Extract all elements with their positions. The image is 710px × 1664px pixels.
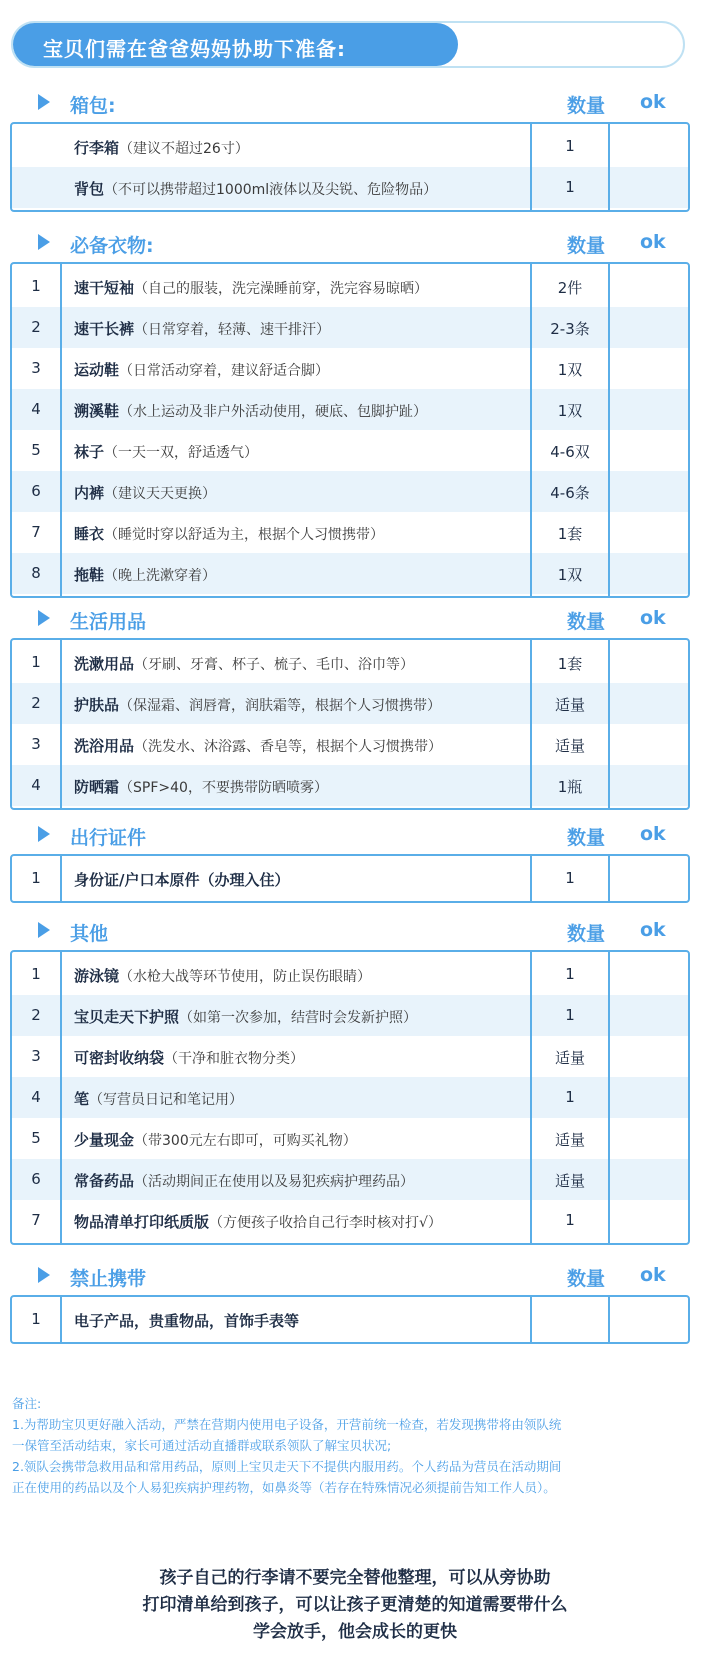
item-note: （建议不超过26寸） (119, 141, 249, 157)
item-quantity: 4-6条 (550, 484, 590, 502)
column-divider (60, 1297, 62, 1342)
item-text (74, 1310, 299, 1331)
section (0, 598, 710, 796)
ok-checkbox[interactable] (610, 471, 688, 512)
item-note: （干净和脏衣物分类） (164, 1051, 305, 1067)
item-note: （水上运动及非户外活动使用，硬底、包脚护趾） (119, 404, 428, 420)
item-number: 5 (31, 441, 41, 459)
item-name: 溯溪鞋 (74, 402, 120, 420)
item-name: 速干长裤 (74, 320, 135, 338)
qty-column-header: 数量 (567, 611, 606, 633)
table-row (12, 1200, 688, 1241)
item-text (74, 137, 249, 158)
item-name: 身份证/户口本原件（办理入住） (74, 871, 290, 889)
column-divider (608, 640, 610, 808)
item-quantity: 适量 (554, 1049, 585, 1067)
ok-checkbox[interactable] (610, 1200, 688, 1241)
footer-line: 孩子自己的行李请不要完全替他整理，可以从旁协助 (159, 1568, 551, 1588)
item-number: 2 (31, 1006, 41, 1024)
table-row (12, 389, 688, 430)
ok-checkbox[interactable] (610, 389, 688, 430)
item-note: （带300元左右即可，可购买礼物） (134, 1133, 357, 1149)
section-title: 出行证件 (70, 827, 147, 849)
item-text (74, 400, 427, 421)
item-number: 3 (31, 359, 41, 377)
ok-checkbox[interactable] (610, 1118, 688, 1159)
triangle-right-icon (38, 826, 50, 842)
item-quantity: 1 (565, 869, 575, 887)
item-number: 6 (31, 1170, 41, 1188)
column-divider (608, 952, 610, 1243)
item-text (74, 523, 384, 544)
item-text (74, 1211, 442, 1232)
item-number: 2 (31, 694, 41, 712)
ok-column-header: ok (640, 1264, 666, 1286)
table-row (12, 126, 688, 167)
item-text (74, 564, 216, 585)
section (0, 82, 710, 198)
item-quantity: 1瓶 (557, 778, 583, 796)
item-number: 4 (31, 776, 41, 794)
item-note: （写营员日记和笔记用） (89, 1092, 244, 1108)
item-number: 3 (31, 1047, 41, 1065)
table-row (12, 1118, 688, 1159)
table-row (12, 553, 688, 594)
checklist-table (10, 950, 690, 1245)
item-note: （如第一次参加，结营时会发新护照） (179, 1010, 418, 1026)
item-quantity: 1 (565, 137, 575, 155)
item-quantity: 1套 (557, 525, 583, 543)
section-header (0, 222, 710, 262)
item-number: 6 (31, 482, 41, 500)
item-text (74, 318, 330, 339)
item-number: 4 (31, 400, 41, 418)
item-quantity: 2件 (557, 279, 583, 297)
table-row (12, 765, 688, 806)
item-text (74, 1129, 357, 1150)
item-quantity: 1 (565, 1211, 575, 1229)
item-text (74, 441, 258, 462)
item-number: 8 (31, 564, 41, 582)
item-text (74, 277, 428, 298)
item-number: 1 (31, 653, 41, 671)
item-name: 笔 (74, 1090, 90, 1108)
column-divider (530, 124, 532, 210)
ok-checkbox[interactable] (610, 1159, 688, 1200)
qty-column-header: 数量 (567, 1268, 606, 1290)
item-quantity: 1双 (557, 566, 583, 584)
ok-checkbox[interactable] (610, 307, 688, 348)
ok-checkbox[interactable] (610, 858, 688, 899)
section-header (0, 910, 710, 950)
ok-column-header: ok (640, 607, 666, 629)
checklist-table (10, 262, 690, 598)
ok-checkbox[interactable] (610, 512, 688, 553)
table-row (12, 724, 688, 765)
item-text (74, 965, 371, 986)
section-title: 其他 (70, 923, 109, 945)
column-divider (608, 264, 610, 596)
page-header (11, 21, 685, 68)
ok-checkbox[interactable] (610, 167, 688, 208)
item-note: （洗发水、沐浴露、香皂等，根据个人习惯携带） (134, 739, 443, 755)
checklist-table (10, 638, 690, 810)
item-quantity: 适量 (554, 1131, 585, 1149)
item-quantity: 1 (565, 1006, 575, 1024)
notes (12, 1393, 702, 1498)
column-divider (608, 124, 610, 210)
note-line: 1.为帮助宝贝更好融入活动，严禁在营期内使用电子设备，开营前统一检查，若发现携带将由领队统 (12, 1417, 562, 1432)
checklist-table (10, 1295, 690, 1344)
item-name: 护肤品 (74, 696, 120, 714)
section-header (0, 82, 710, 122)
table-row (12, 167, 688, 208)
footer-line: 学会放手，他会成长的更快 (253, 1622, 457, 1642)
item-name: 行李箱 (74, 139, 120, 157)
section-header (0, 598, 710, 638)
item-name: 背包 (74, 180, 105, 198)
table-row (12, 471, 688, 512)
triangle-right-icon (38, 234, 50, 250)
item-name: 拖鞋 (74, 566, 105, 584)
ok-checkbox[interactable] (610, 553, 688, 594)
item-note: （日常活动穿着，建议舒适合脚） (119, 363, 330, 379)
footer-advice (0, 1565, 710, 1646)
ok-checkbox[interactable] (610, 266, 688, 307)
ok-column-header: ok (640, 919, 666, 941)
column-divider (608, 1297, 610, 1342)
ok-checkbox[interactable] (610, 995, 688, 1036)
item-name: 洗浴用品 (74, 737, 135, 755)
item-note: （活动期间正在使用以及易犯疾病护理药品） (134, 1174, 415, 1190)
ok-column-header: ok (640, 231, 666, 253)
table-row (12, 995, 688, 1036)
column-divider (60, 640, 62, 808)
checklist-table (10, 854, 690, 903)
section-header (0, 814, 710, 854)
item-quantity: 1 (565, 178, 575, 196)
item-note: （睡觉时穿以舒适为主，根据个人习惯携带） (104, 527, 385, 543)
item-note: （不可以携带超过1000ml液体以及尖锐、危险物品） (104, 182, 438, 198)
qty-column-header: 数量 (567, 827, 606, 849)
item-name: 少量现金 (74, 1131, 135, 1149)
table-row (12, 642, 688, 683)
column-divider (530, 856, 532, 901)
footer-line: 打印清单给到孩子，可以让孩子更清楚的知道需要带什么 (142, 1595, 568, 1615)
item-note: （日常穿着，轻薄、速干排汗） (134, 322, 331, 338)
ok-column-header: ok (640, 823, 666, 845)
item-number: 1 (31, 965, 41, 983)
table-row (12, 1159, 688, 1200)
item-number: 1 (31, 277, 41, 295)
note-line: 2.领队会携带急救用品和常用药品，原则上宝贝走天下不提供内服用药。个人药品为营员在活动期间 (12, 1459, 562, 1474)
item-quantity: 1套 (557, 655, 583, 673)
column-divider (530, 952, 532, 1243)
table-row (12, 683, 688, 724)
item-name: 袜子 (74, 443, 105, 461)
item-note: （牙刷、牙膏、杯子、梳子、毛巾、浴巾等） (134, 657, 415, 673)
item-quantity: 1双 (557, 402, 583, 420)
qty-column-header: 数量 (567, 235, 606, 257)
column-divider (608, 856, 610, 901)
item-text (74, 1006, 417, 1027)
triangle-right-icon (38, 610, 50, 626)
item-text (74, 694, 441, 715)
item-name: 睡衣 (74, 525, 105, 543)
table-row (12, 348, 688, 389)
note-line: 一保管至活动结束，家长可通过活动直播群或联系领队了解宝贝状况; (12, 1438, 392, 1453)
ok-checkbox[interactable] (610, 765, 688, 806)
item-name: 速干短袖 (74, 279, 135, 297)
item-name: 洗漱用品 (74, 655, 135, 673)
table-row (12, 1299, 688, 1340)
item-quantity: 2-3条 (550, 320, 590, 338)
ok-checkbox[interactable] (610, 724, 688, 765)
column-divider (60, 856, 62, 901)
section (0, 1255, 710, 1330)
item-name: 电子产品，贵重物品，首饰手表等 (74, 1312, 300, 1330)
item-text (74, 653, 414, 674)
item-number: 7 (31, 523, 41, 541)
ok-checkbox[interactable] (610, 1036, 688, 1077)
table-row (12, 954, 688, 995)
column-divider (530, 640, 532, 808)
item-note: （保湿霜、润唇膏，润肤霜等，根据个人习惯携带） (119, 698, 442, 714)
item-note: （一天一双，舒适透气） (104, 445, 259, 461)
section-title: 箱包: (70, 95, 116, 117)
table-row (12, 1077, 688, 1118)
item-quantity: 1 (565, 1088, 575, 1106)
section-title: 必备衣物: (70, 235, 154, 257)
section-title: 禁止携带 (70, 1268, 147, 1290)
column-divider (60, 952, 62, 1243)
column-divider (60, 264, 62, 596)
ok-checkbox[interactable] (610, 348, 688, 389)
item-quantity: 适量 (554, 1172, 585, 1190)
item-name: 运动鞋 (74, 361, 120, 379)
section-header (0, 1255, 710, 1295)
item-text (74, 1088, 243, 1109)
table-row (12, 512, 688, 553)
triangle-right-icon (38, 922, 50, 938)
item-note: （水枪大战等环节使用，防止误伤眼睛） (119, 969, 372, 985)
item-note: （SPF>40，不要携带防晒喷雾） (119, 780, 328, 796)
note-line: 正在使用的药品以及个人易犯疾病护理药物，如鼻炎等（若存在特殊情况必须提前告知工作人员）。 (12, 1480, 556, 1495)
item-text (74, 482, 216, 503)
item-name: 游泳镜 (74, 967, 120, 985)
item-name: 常备药品 (74, 1172, 135, 1190)
item-name: 可密封收纳袋 (74, 1049, 165, 1067)
item-quantity: 4-6双 (550, 443, 590, 461)
item-quantity: 适量 (554, 696, 585, 714)
table-row (12, 430, 688, 471)
item-quantity: 1双 (557, 361, 583, 379)
qty-column-header: 数量 (567, 923, 606, 945)
ok-column-header: ok (640, 91, 666, 113)
item-text (74, 735, 442, 756)
section-title: 生活用品 (70, 611, 147, 633)
triangle-right-icon (38, 1267, 50, 1283)
table-row (12, 266, 688, 307)
item-number: 3 (31, 735, 41, 753)
item-note: （自己的服装，洗完澡睡前穿，洗完容易晾晒） (134, 281, 429, 297)
ok-checkbox[interactable] (610, 683, 688, 724)
ok-checkbox[interactable] (610, 430, 688, 471)
page-title: 宝贝们需在爸爸妈妈协助下准备: (43, 37, 346, 61)
item-text (74, 776, 328, 797)
item-text (74, 1047, 304, 1068)
notes-label: 备注: (12, 1396, 42, 1411)
item-text (74, 359, 329, 380)
column-divider (530, 1297, 532, 1342)
table-row (12, 307, 688, 348)
ok-checkbox[interactable] (610, 1299, 688, 1340)
item-name: 宝贝走天下护照 (74, 1008, 180, 1026)
item-note: （晚上洗漱穿着） (104, 568, 217, 584)
item-text (74, 869, 289, 890)
qty-column-header: 数量 (567, 95, 606, 117)
section (0, 814, 710, 889)
triangle-right-icon (38, 94, 50, 110)
section (0, 222, 710, 584)
item-name: 内裤 (74, 484, 105, 502)
item-text (74, 178, 437, 199)
item-number: 2 (31, 318, 41, 336)
table-row (12, 858, 688, 899)
ok-checkbox[interactable] (610, 954, 688, 995)
checklist-table (10, 122, 690, 212)
ok-checkbox[interactable] (610, 642, 688, 683)
item-number: 7 (31, 1211, 41, 1229)
ok-checkbox[interactable] (610, 1077, 688, 1118)
item-note: （建议天天更换） (104, 486, 217, 502)
item-number: 1 (31, 869, 41, 887)
item-note: （方便孩子收拾自己行李时核对打√） (209, 1215, 442, 1231)
item-number: 4 (31, 1088, 41, 1106)
ok-checkbox[interactable] (610, 126, 688, 167)
item-quantity: 适量 (554, 737, 585, 755)
item-quantity: 1 (565, 965, 575, 983)
item-number: 1 (31, 1310, 41, 1328)
item-text (74, 1170, 414, 1191)
column-divider (530, 264, 532, 596)
item-name: 物品清单打印纸质版 (74, 1213, 210, 1231)
section (0, 910, 710, 1231)
item-number: 5 (31, 1129, 41, 1147)
table-row (12, 1036, 688, 1077)
item-name: 防晒霜 (74, 778, 120, 796)
